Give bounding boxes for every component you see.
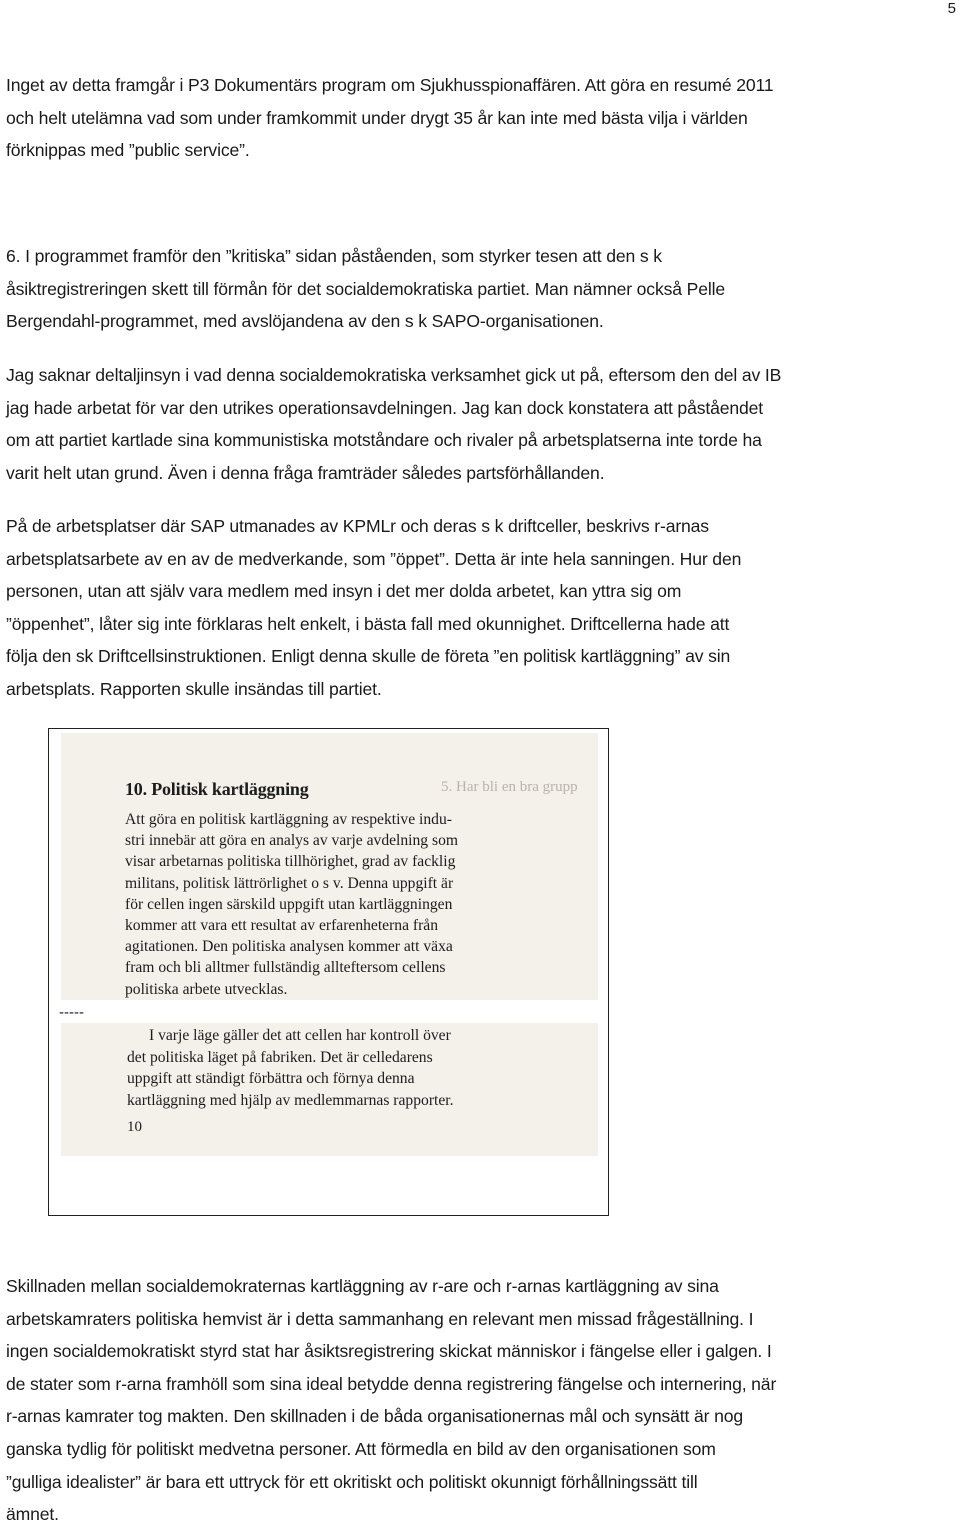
scanned-page-excerpt-2 (61, 1023, 598, 1156)
scan-line: fram och bli alltmer fullständig allteftersom cellens (125, 959, 446, 977)
scan-heading: 10. Politisk kartläggning (125, 779, 309, 799)
text-line: arbetsplatsarbete av en av de medverkande, som ”öppet”. Detta är inte hela sanningen. Hur den (6, 548, 742, 569)
scan-line: uppgift att ständigt förbättra och förnya denna (127, 1070, 415, 1087)
text-line: personen, utan att själv vara medlem med insyn i det mer dolda arbetet, kan yttra sig om (6, 581, 682, 602)
paragraph-deltaljinsyn (6, 359, 958, 489)
paragraph-arbetsplatser (6, 510, 958, 706)
scan-line: Att göra en politisk kartläggning av respektive indu- (125, 811, 452, 828)
bleed-through-heading: 5. Har bli en bra grupp (441, 779, 578, 795)
text-line: r-arnas kamrater tog makten. Den skillnaden i de båda organisationernas mål och synsätt är nog (6, 1406, 743, 1427)
text-line: ingen socialdemokratiskt styrd stat har åsiktsregistrering skickat människor i fängelse eller i galgen. I (6, 1341, 772, 1362)
text-line: jag hade arbetat för var den utrikes operationsavdelningen. Jag kan dock konstatera att påståendet (6, 397, 764, 418)
text-line: om att partiet kartlade sina kommunistiska motståndare och rivaler på arbetsplatserna inte torde ha (6, 430, 762, 451)
paragraph-skillnaden (6, 1270, 958, 1531)
text-line: Inget av detta framgår i P3 Dokumentärs program om Sjukhusspionaffären. Att göra en resumé 2011 (6, 75, 774, 95)
text-line: På de arbetsplatser där SAP utmanades av KPMLr och deras s k driftceller, beskrivs r-arnas (6, 516, 709, 536)
scan-line: agitationen. Den politiska analysen kommer att växa (125, 938, 453, 956)
text-line: ämnet. (6, 1504, 59, 1525)
text-line: arbetskamraters politiska hemvist är i detta sammanhang en relevant men missad frågeställning. I (6, 1308, 754, 1329)
scan-line: det politiska läget på fabriken. Det är celledarens (127, 1048, 433, 1066)
text-line: och helt utelämna vad som under framkommit under drygt 35 år kan inte med bästa vilja i världen (6, 107, 748, 128)
text-line: följa den sk Driftcellsinstruktionen. Enligt denna skulle de företa ”en politisk kartläggning” av sin (6, 646, 731, 667)
scanned-page-excerpt (61, 733, 598, 1000)
text-line: ganska tydlig för politiskt medvetna personer. Att förmedla en bild av den organisationen som (6, 1438, 716, 1459)
text-line: Bergendahl-programmet, med avslöjandena av den s k SAPO-organisationen. (6, 311, 604, 332)
scan-line: I varje läge gäller det att cellen har kontroll över (149, 1027, 451, 1044)
text-line: 6. I programmet framför den ”kritiska” sidan påståenden, som styrker tesen att den s k (6, 246, 662, 266)
scan-page-number: 10 (127, 1119, 142, 1135)
text-line: förknippas med ”public service”. (6, 140, 250, 161)
scan-body-section-1 (125, 809, 458, 1000)
paragraph-point-6 (6, 240, 958, 338)
scan-line: kartläggning med hjälp av medlemmarnas rapporter. (127, 1091, 454, 1109)
page-number: 5 (947, 0, 956, 17)
scan-line: militans, politisk lättrörlighet o s v. Denna uppgift är (125, 874, 454, 892)
excerpt-separator: ----- (59, 1004, 84, 1021)
text-line: Skillnaden mellan socialdemokraternas kartläggning av r-are och r-arnas kartläggning av sina (6, 1276, 719, 1296)
text-line: åsiktregistreringen skett till förmån för det socialdemokratiska partiet. Man nämner också Pelle (6, 278, 725, 299)
text-line: varit helt utan grund. Även i denna fråga framträder således partsförhållanden. (6, 462, 605, 483)
text-line: ”gulliga idealister” är bara ett uttryck för ett okritiskt och politiskt okunnigt förhållningssätt till (6, 1471, 698, 1492)
scan-line: för cellen ingen särskild uppgift utan kartläggningen (125, 895, 453, 913)
scanned-document-frame (48, 728, 609, 1216)
text-line: Jag saknar deltaljinsyn i vad denna socialdemokratiska verksamhet gick ut på, eftersom den del av IB (6, 365, 782, 385)
scan-line: visar arbetarnas politiska tillhörighet, grad av facklig (125, 853, 456, 871)
scan-line: kommer att vara ett resultat av erfarenheterna från (125, 917, 439, 935)
text-line: arbetsplats. Rapporten skulle insändas till partiet. (6, 678, 382, 699)
text-line: de stater som r-arna framhöll som sina ideal betydde denna registrering fängelse och internering, när (6, 1373, 777, 1394)
scan-line: stri innebär att göra en analys av varje avdelning som (125, 832, 458, 850)
scan-line: politiska arbete utvecklas. (125, 980, 288, 998)
scan-body-section-2 (127, 1025, 454, 1111)
paragraph-intro (6, 69, 958, 167)
text-line: ”öppenhet”, låter sig inte förklaras helt enkelt, i bästa fall med okunnighet. Driftcellerna hade att (6, 613, 730, 634)
